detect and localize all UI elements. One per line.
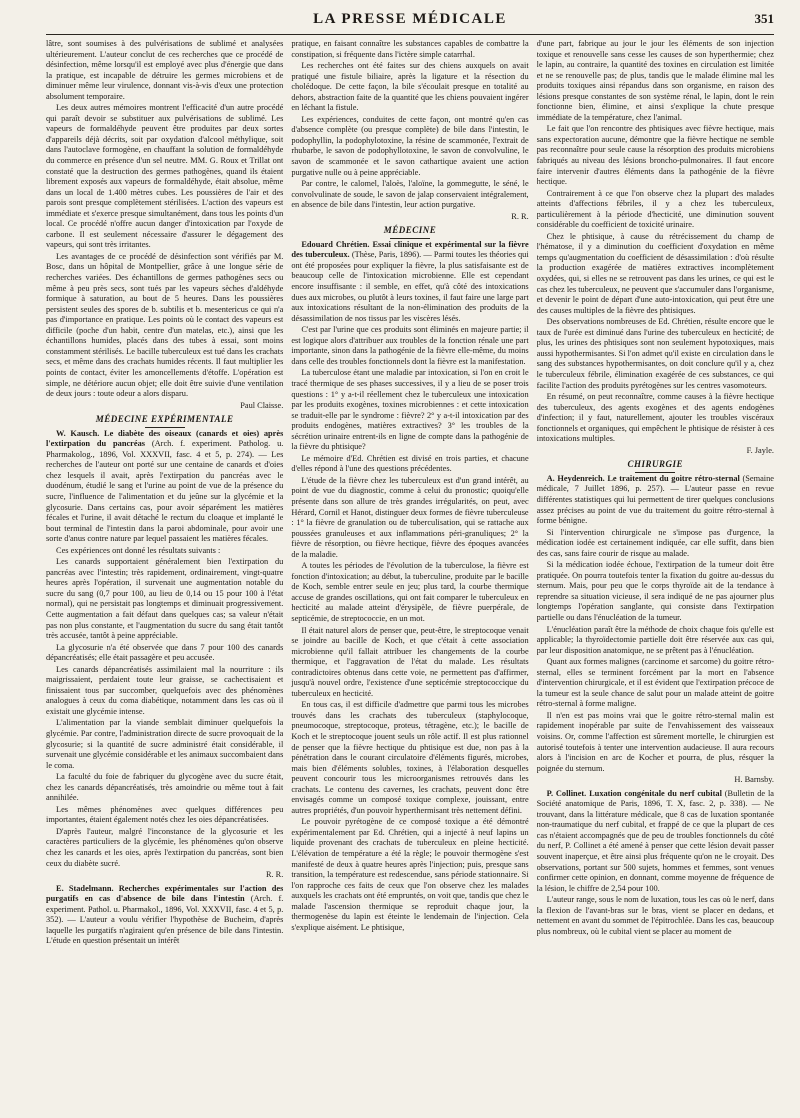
article-paragraph: [537, 474, 774, 527]
paragraph: En résumé, on peut reconnaître, comme causes à la fièvre hectique des tuberculeux, des agents exogènes et des agents endogènes d'infection; il y faut, naturellement, ajouter les troubles viscéraux fonctionnels et organiques, qui empêchent le phtisique de résister à ces intoxications multiples.: [536, 392, 774, 444]
paragraph: Ces expériences ont donné les résultats suivants :: [56, 545, 221, 555]
paragraph: Chez le phtisique, à cause du rétrécissement du champ de l'hématose, il y a diminution du coefficient d'oxydation en même temps qu'augmentation du coefficient de désassimilation : d'où résulte la production exagérée de matières extractives incomplètement oxydées, qui, si elles ne se retrouvent pas dans les urines, ce qui est le cas chez les tuberculeux, ne peuvent que s'accumuler dans l'organisme, et devenir le point de départ d'une auto-intoxication, qui peut être une des causes multiples de la fièvre des phtisiques.: [536, 231, 774, 315]
paragraph: L'énucléation paraît être la méthode de choix chaque fois qu'elle est applicable; la thyroïdectomie partielle doit être réservée aux cas qui, par leur disposition anatomique, ne se prêtent pas à l'énucléation.: [536, 624, 774, 655]
page-header: [46, 8, 774, 35]
article-text: (Semaine médicale, 7 Juillet 1896, p. 257). — L'auteur passe en revue différentes statistiques qui lui permettent de tirer quelques conclusions assez précises au point de vue du traitement du goitre rétro-sternal à forme bénigne.: [536, 473, 774, 526]
paragraph: Il était naturel alors de penser que, peut-être, le streptocoque venait se joindre au bacille de Koch, et que c'était à cette association microbienne qu'il fallait attribuer les changements de la courbe thermique, et l'aggravation de l'état du malade. Les résultats contradictoires obtenus dans cette voie, ne permettent pas d'affirmer, jusqu'à nouvel ordre, l'existence d'une septicémie streptococcique du tuberculeux en hecticité.: [291, 625, 529, 698]
paragraph: d'une part, fabrique au jour le jour les éléments de son injection toxique et renouvelle sans cesse les causes de son hyperthermie; chez le lapin, au contraire, la quantité des toxines en circulation est limitée et ne se renouvelle pas; de plus, tandis que le malade élimine mal les produits toxiques ainsi répandus dans son organisme, en raison des lésions presque constantes de son système rénal, le lapin, dont le rein fonctionne bien, élimine, et ainsi s'explique la chute presque immédiate de la température, chez l'animal.: [536, 39, 774, 122]
article-author: E. Stadelmann.: [56, 883, 114, 893]
signature: F. Jayle.: [746, 445, 774, 455]
paragraph: pratique, en faisant connaître les substances capables de combattre la constipation, si fréquente dans l'ictère simple catarrhal.: [291, 39, 529, 59]
paragraph: Contrairement à ce que l'on observe chez la plupart des malades atteints d'affections fébriles, il y a chez les tuberculeux, particulièrement à la période d'hecticité, une diminution souvent considérable du coefficient de toxicité urinaire.: [536, 188, 774, 230]
article-text: (Thèse, Paris, 1896). — Parmi toutes les théories qui ont été proposées pour expliquer la fièvre, la plus satisfaisante est de beaucoup celle de l'intoxication microbienne. Elle est cependant encore insuffisante : il semble, en effet, qu'à côté des intoxications dues aux microbes, ou plutôt à leurs toxines, il faut faire une large part aux intoxications résultant de la non-élimination des produits de la désassimilation de nos tissus par les viscères lésés.: [291, 250, 529, 323]
paragraph: A toutes les périodes de l'évolution de la tuberculose, la fièvre est fonction d'intoxication; au début, la tuberculine, produite par le bacille de Koch, semble entrer seule en jeu; plus tard, la courbe thermique accuse de grandes oscillations, qui ont fait comparer le tuberculeux en hecticité au malade atteint d'érysipèle, de fièvre puerpérale, de septicémie, de streptococcie, en un mot.: [291, 561, 529, 623]
paragraph: D'après l'auteur, malgré l'inconstance de la glycosurie et les caractères particuliers de la glycémie, les phénomènes qu'on observe chez les canards et les oies, après l'extirpation du pancréas, sont bien ceux du diabète sucré.: [46, 826, 284, 868]
article-title: Recherches expérimentales sur l'action des purgatifs en cas d'absence de bile dans l'intestin: [46, 883, 284, 904]
paragraph: Si la médication iodée échoue, l'extirpation de la tumeur doit être pratiquée. On pourra toutefois tenter la fixation du goitre au-dessus du sternum. Mais, pour peu que le corps thyroïde ait de la tendance à reprendre sa situation vicieuse, il sera indiqué de ne pas ajourner plus longtemps l'opération sanglante, qui consiste dans l'extirpation partielle ou dans l'énucléation de la tumeur.: [536, 560, 774, 622]
section-heading: MÉDECINE: [291, 225, 528, 239]
paragraph: Quant aux formes malignes (carcinome et sarcome) du goitre rétro-sternal, elles se terminent forcément par la mort en l'absence d'intervention chirurgicale, et il est évident que l'extirpation précoce de la tumeur est la seule chance de salut pour un malade atteint de goitre rétro-sternal à forme maligne.: [536, 657, 774, 709]
paragraph: Il n'en est pas moins vrai que le goitre rétro-sternal malin est rapidement inopérable par suite de l'envahissement des vaisseaux voisins. Or, comme l'affection est sûrement mortelle, le chirurgien est autorisé toutefois à tenter une intervention audacieuse. Il aura recours alors à l'incision en arc de Kocher et pourra, de plus, résquer la poignée du sternum.: [536, 710, 774, 773]
paragraph: Les avantages de ce procédé de désinfection sont vérifiés par M. Bosc, dans un hôpital de Montpellier, grâce à une longue série de recherches variées. Des échantillons de germes pathogènes secs ou même à peu près secs, sont tués par les vapeurs sèches d'aldéhyde formique à saturation, au bout de 5 heures. Dans les poussières persistent seules des spores de b. subtilis et b. mesentericus ce qui n'a pas d'importance en pratique. Les points où le contact des vapeurs est difficile (poche d'un habit, centre d'un matelas, etc.), ainsi que les échantillons humides, placés dans des tubes à essai, sont moins constamment stérilisés. Le bacille tuberculeux est tué dans les crachats secs, et même dans des crachats humides récents. Il faut multiplier les points de contact, éviter les amoncellements d'étoffe. L'opération est simple, ne détériore aucun objet; elle doit être suivie d'une ventilation de deux jours : toute odeur a alors disparu.: [46, 251, 284, 399]
paragraph: La faculté du foie de fabriquer du glycogène avec du sucre était, chez les canards dépancréatisés, très amoindrie ou même tout à fait annihilée.: [46, 772, 284, 803]
paragraph: La glycosurie n'a été observée que dans 7 pour 100 des canards dépancréatisés; elle était passagère et peu accusée.: [46, 642, 284, 663]
paragraph: La tuberculose étant une maladie par intoxication, si l'on en croit le tracé thermique de ses phases successives, il y a lieu de se poser trois questions : 1° y a-t-il réellement chez le tuberculeux une intoxication par les produits exogènes, toxines microbiennes : et cette intoxication se traduit-elle par le syndrome : fièvre? 2° y a-t-il intoxication par des produits endogènes, matières extractives? 3° les troubles de la sécrétion urinaire entrent-ils en ligne de compte dans la pathogénie de la fièvre du phtisique?: [291, 368, 529, 452]
paragraph: Les expériences, conduites de cette façon, ont montré qu'en cas d'absence complète (ou presque complète) de bile dans l'intestin, le podophyllin, la podophylotoxine, la résine de scammonée, l'extrait de rhubarbe, le savon de podophyllotoxine, le savon de convolvuline, le savon de scammonée et le savon cathartique avaient une action purgative nulle ou à peine appréciable.: [291, 114, 529, 177]
article-text: (Arch. f. experiment. Patholog. u. Pharmakolog., 1896, Vol. XXXVII, fasc. 4 et 5, p. 274). — Les recherches de l'auteur ont porté sur une centaine de canards et d'oies chez lesquels il avait, après l'extirpation du pancréas avec le duodénum, étudié le sang et l'urine au point de vue de la présence du sucre, l'influence de l'alimentation et du jeûne sur la glycémie et la glycosurie. Dans certains cas, pour avoir séparément les matières fécales et l'urine, il avait détaché le rectum du cloaque et implanté le bout terminal de l'intestin dans la paroi abdominale, pour avoir une sorte d'anus contre nature par lequel passaient les matières fécales.: [46, 439, 284, 544]
paragraph: Le pouvoir pyrétogène de ce composé toxique a été démontré expérimentalement par Ed. Chrétien, qui a injecté à neuf lapins un liquide provenant des crachats de tuberculeux en pleine hecticité. L'élévation de température a été la règle; le pouvoir thermogène s'est manifesté de deux à quatre heures après l'injection; puis, presque sans transition, la température est redescendue, sans période stationnaire. Si l'on rapproche ces faits de ceux que l'on observe chez les malades auxquels les crachats ont été empruntés, on voit que, tandis que chez le malade l'ascension thermique se reproduit chaque jour, la thermogenèse du lapin est éteinte le lendemain de l'injection. Cela s'explique aisément. Le phtisique,: [291, 817, 529, 932]
paragraph: L'alimentation par la viande semblait diminuer quelquefois la glycémie. Par contre, l'administration directe de sucre provoquait de la glycosurie; si la quantité de sucre administré était considérable, il survenait une glycémie considérable et les animaux succombaient dans le coma.: [46, 718, 284, 770]
article-title: Le traitement du goitre rétro-sternal: [607, 473, 740, 483]
article-title: Essai clinique et expérimental sur la fièvre des tuberculeux.: [291, 239, 529, 260]
column-left: [46, 39, 283, 1113]
paragraph: Les deux autres mémoires montrent l'efficacité d'un autre procédé qui paraît devoir se substituer aux pulvérisations de sublimé. Les vapeurs de formaldéhyde peuvent être produites par deux sortes d'appareils déjà décrits, soit par oxydation d'alcool méthylique, soit dans l'autoclave formogène, en chauffant la solution de formaldéhyde du commerce en présence d'un sel neutre. MM. G. Roux et Trillat ont constaté que la destruction des germes pathogènes, quand ils étaient librement exposés aux vapeurs de formaldéhyde, était absolue, même dans un local de 1.400 mètres cubes. Les poussières de l'air et des parois sont presque complètement stérilisées. L'action des vapeurs est immédiate et s'exerce presque simultanément, dans tous les points d'un local. Ce procédé n'offre aucun danger d'intoxication par l'oxyde de carbone. Il est seulement nécessaire d'assurer le dégagement des vapeurs, qui sont très irritantes.: [46, 103, 284, 250]
article-text: (Arch. f. experiment. Pathol. u. Pharmakol., 1896, Vol. XXXVII, fasc. 4 et 5, p. 352). — L'auteur a voulu vérifier l'hypothèse de Bucheim, d'après laquelle les purgatifs n'agiraient qu'en présence de bile dans l'intestin. L'étude en question présentait un intérêt: [46, 894, 284, 946]
signature: H. Barnsby.: [734, 775, 774, 785]
article-paragraph: [46, 884, 283, 947]
signature: R. R.: [265, 870, 284, 880]
paragraph: Le mémoire d'Ed. Chrétien est divisé en trois parties, et chacune d'elles répond à l'une des questions précédentes.: [291, 453, 529, 474]
section-heading: MÉDECINE EXPÉRIMENTALE: [46, 414, 283, 428]
article-paragraph: [46, 429, 283, 545]
paragraph: Des observations nombreuses de Ed. Chrétien, résulte encore que le taux de l'urée est diminué dans l'urine des tuberculeux en hecticité; de plus, les urines des phtisiques sont non seulement hypotoxiques, mais aussi hypothermisantes. Si l'on admet qu'il existe en circulation dans le sang des substances hypothermisantes, on doit conclure qu'il y a, chez le tuberculeux fébrile, élimination exagérée de ces substances, ce qui facilite l'action des produits pyrétogènes sur les centres vasomoteurs.: [536, 317, 774, 390]
paragraph: Les recherches ont été faites sur des chiens auxquels on avait pratiqué une fistule biliaire, après la ligature et la résection du cholédoque. De cette façon, la bile s'écoulait presque en totalité au dehors, abstraction faite de la quantité que les chiens pouvaient ingérer en léchant la fistule.: [291, 61, 529, 113]
article-author: A. Heydenreich.: [546, 473, 605, 483]
column-middle: [291, 39, 528, 1113]
signature: Paul Claisse.: [240, 400, 284, 410]
paragraph: Les canards dépancréatisés assimilaient mal la nourriture : ils maigrissaient, perdaient toute leur graisse, se cachectisaient et finissaient tous par succomber, quelquefois avec des phénomènes analogues à ceux du coma diabétique, notamment dans les cas où il existait une glycémie intense.: [46, 664, 284, 716]
paragraph: L'auteur range, sous le nom de luxation, tous les cas où le nerf, dans la flexion de l'avant-bras sur le bras, vient se placer en dedans, et nettement en avant du sommet de l'épitrochlée. Dans les cas, beaucoup plus nombreux, où le cubital vient se placer au moment de: [536, 895, 774, 936]
paragraph: Le fait que l'on rencontre des phtisiques avec fièvre hectique, mais sans expectoration aucune, démontre que la fièvre hectique ne semble pas reconnaître pour seule cause la résorption des produits microbiens fabriqués au niveau des lésions broncho-pulmonaires. Il faut encore faire intervenir d'autres éléments dans la pathogénie de la fièvre hectique.: [536, 124, 774, 187]
journal-title: LA PRESSE MÉDICALE: [313, 11, 507, 27]
paragraph: En tous cas, il est difficile d'admettre que parmi tous les microbes trouvés dans les crachats des tuberculeux (staphylocoque, pneumocoque, streptocoque, proteus, tétragène, etc.); le bacille de Koch et le streptocoque jouent seuls un rôle actif. Il est plus rationnel de penser que la fièvre hectique du phtisique est due, non pas à la pénétration dans le courant circulatoire d'éléments figurés, microbes, mais bien d'éléments solubles, toxines, à l'élaboration desquelles peuvent concourir tous les microorganismes retrouvés dans les crachats. Le contenu des cavernes, les crachats, peuvent donc être envisagés comme un composé toxique complexe, jouissant, entre autres propriétés, d'un pouvoir hyperthermisant très nettement défini.: [291, 700, 529, 815]
column-right: [537, 39, 774, 1113]
paragraph: Les mêmes phénomènes avec quelques différences peu importantes, étaient également notés chez les oies dépancréatisées.: [46, 804, 284, 825]
paragraph: Les canards supportaient généralement bien l'extirpation du pancréas avec l'intestin; très rapidement, ordinairement, vingt-quatre heures après l'opération, il survenait une augmentation notable du sucre du sang (0,7 pour 100, au lieu de 0,14 ou 15 pour 100 à l'état normal), qui ne persistait pas longtemps et diminuait progressivement. Cette augmentation a fait défaut dans quelques cas; sa valeur n'était pas non plus constante, et l'augmentation du sucre du sang était tantôt très accusée, tantôt à peine appréciable.: [46, 557, 284, 641]
article-title: Le diabète des oiseaux (canards et oies) après l'extirpation du pancréas: [46, 428, 284, 449]
article-author: Edouard Chrétien.: [301, 239, 370, 249]
article-paragraph: [537, 789, 774, 894]
article-title: Luxation congénitale du nerf cubital: [589, 788, 722, 798]
article-paragraph: [291, 240, 528, 324]
paragraph: lâtre, sont soumises à des pulvérisations de sublimé et analysées ultérieurement. L'auteur conclut de ces recherches que ce procédé de désinfection, même lorsqu'il est employé avec plus d'énergie que dans la pratique, est incapable de détruire les germes microbiens et de diminuer même leur virulence, donnant vis-à-vis d'eux une protection absolument temporaire.: [46, 39, 284, 101]
article-text: (Bulletin de la Société anatomique de Paris, 1896, T. X, fasc. 2, p. 338). — Ne trouvant, dans la littérature médicale, que 8 cas de luxation spontanée non-traumatique du nerf cubital, et frappé de ce que la plupart de ces cas n'étaient accompagnés que de peu de troubles fonctionnels du côté du nerf, P. Collinet a été amené à penser que cette lésion devait passer souvent inaperçue, et être ainsi plus fréquente qu'on ne le croyait. Des observations, portant sur 500 sujets, hommes et femmes, sont venues confirmer cette opinion, en donnant, comme moyenne de fréquence de la lésion, le chiffre de 2,54 pour 100.: [536, 788, 774, 893]
signature: R. R.: [511, 211, 529, 221]
text-columns: [46, 39, 774, 1113]
paragraph: C'est par l'urine que ces produits sont éliminés en majeure partie; il est logique alors d'attribuer aux troubles de la fonction rénale une part importante, sinon dans la pathogénie de la fièvre elle-même, du moins dans celle des troubles fonctionnels dont la fièvre est la manifestation.: [291, 325, 529, 366]
article-author: W. Kausch.: [56, 428, 100, 438]
page-number: 351: [754, 11, 774, 26]
article-author: P. Collinet.: [546, 788, 587, 798]
section-heading: CHIRURGIE: [537, 459, 774, 473]
paragraph: Si l'intervention chirurgicale ne s'impose pas d'urgence, la médication iodée est certainement indiquée, car elle suffit, dans bien des cas, sans faire courir de risque au malade.: [536, 527, 774, 558]
paragraph: L'étude de la fièvre chez les tuberculeux est d'un grand intérêt, au point de vue du diagnostic, comme à celui du pronostic; quoiqu'elle présente dans son allure de très grandes irrégularités, on peut, avec Hérard, Cornil et Hanot, distinguer deux formes de fièvre tuberculeuse : 1° la fièvre de granulation ou de tuberculisation, qui se rattache aux poussées granuleuses et aux inflammations péri-granuliques; 2° la fièvre de résorption, ou fièvre hectique, fièvre des époques avancées de la maladie.: [291, 475, 529, 559]
paragraph: Par contre, le calomel, l'aloès, l'aloïne, la gommegutte, le séné, le convolvulinate de soude, le savon de jalap conservaient intégralement, en absence de bile dans l'intestin, leur action purgative.: [291, 179, 529, 210]
